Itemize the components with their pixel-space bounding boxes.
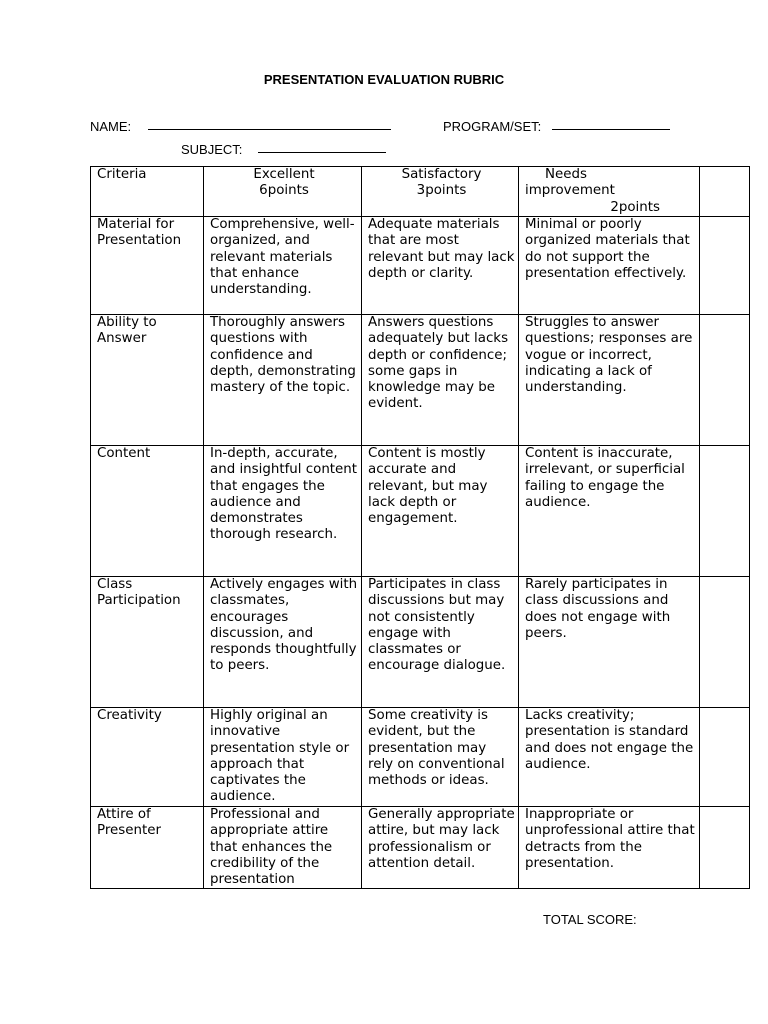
needs-improvement-cell: Content is inaccurate, irrelevant, or superficial failing to engage the audience.: [519, 446, 700, 577]
subject-label: SUBJECT:: [181, 142, 243, 157]
table-row: [91, 446, 750, 577]
header-needs-points: 2points: [610, 199, 660, 215]
excellent-cell: Professional and appropriate attire that enhances the credibility of the presentation: [204, 807, 362, 889]
header-criteria-label: Criteria: [97, 167, 147, 182]
criteria-cell: Creativity: [91, 708, 204, 807]
header-score-cell: [700, 167, 750, 217]
score-cell[interactable]: [700, 708, 750, 807]
subject-field-line[interactable]: [258, 152, 386, 153]
satisfactory-cell: Adequate materials that are most relevant but may lack depth or clarity.: [362, 217, 519, 315]
criteria-cell: Content: [91, 446, 204, 577]
needs-improvement-cell: Minimal or poorly organized materials that do not support the presentation effectively.: [519, 217, 700, 315]
name-label: NAME:: [90, 119, 132, 134]
header-excellent-label: Excellent: [253, 167, 315, 182]
header-criteria: [91, 167, 204, 217]
program-label: PROGRAM/SET:: [443, 119, 542, 134]
header-needs-improvement-label: improvement: [525, 183, 615, 199]
excellent-cell: Actively engages with classmates, encourages discussion, and responds thoughtfully to peers.: [204, 577, 362, 708]
rubric-table: [90, 166, 750, 889]
table-row: [91, 807, 750, 889]
needs-improvement-cell: Inappropriate or unprofessional attire that detracts from the presentation.: [519, 807, 700, 889]
table-row: [91, 708, 750, 807]
satisfactory-cell: Generally appropriate attire, but may lack professionalism or attention detail.: [362, 807, 519, 889]
excellent-cell: In-depth, accurate, and insightful content that engages the audience and demonstrates thorough research.: [204, 446, 362, 577]
score-cell[interactable]: [700, 807, 750, 889]
criteria-cell: Ability to Answer: [91, 315, 204, 446]
score-cell[interactable]: [700, 446, 750, 577]
document-title: PRESENTATION EVALUATION RUBRIC: [263, 72, 505, 87]
criteria-cell: Attire of Presenter: [91, 807, 204, 889]
table-row: [91, 315, 750, 446]
table-row: [91, 217, 750, 315]
header-excellent-points: 6points: [259, 183, 309, 199]
header-excellent: [204, 167, 362, 217]
excellent-cell: Comprehensive, well-organized, and relevant materials that enhance understanding.: [204, 217, 362, 315]
table-header-row: [91, 167, 750, 217]
criteria-cell: Material for Presentation: [91, 217, 204, 315]
excellent-cell: Highly original an innovative presentation style or approach that captivates the audience.: [204, 708, 362, 807]
satisfactory-cell: Some creativity is evident, but the presentation may rely on conventional methods or ideas.: [362, 708, 519, 807]
header-satisfactory: [362, 167, 519, 217]
satisfactory-cell: Content is mostly accurate and relevant, but may lack depth or engagement.: [362, 446, 519, 577]
criteria-cell: Class Participation: [91, 577, 204, 708]
needs-improvement-cell: Struggles to answer questions; responses are vogue or incorrect, indicating a lack of understanding.: [519, 315, 700, 446]
program-field-line[interactable]: [552, 129, 670, 130]
name-field-line[interactable]: [148, 129, 391, 130]
header-satisfactory-points: 3points: [416, 183, 467, 199]
needs-improvement-cell: Lacks creativity; presentation is standard and does not engage the audience.: [519, 708, 700, 807]
satisfactory-cell: Participates in class discussions but may not consistently engage with classmates or encourage dialogue.: [362, 577, 519, 708]
header-needs-improvement: [519, 167, 700, 217]
table-row: [91, 577, 750, 708]
score-cell[interactable]: [700, 577, 750, 708]
header-needs-label: Needs: [545, 167, 587, 182]
header-satisfactory-label: Satisfactory: [401, 167, 482, 182]
score-cell[interactable]: [700, 217, 750, 315]
satisfactory-cell: Answers questions adequately but lacks depth or confidence; some gaps in knowledge may be evident.: [362, 315, 519, 446]
total-score-label: TOTAL SCORE:: [543, 912, 637, 927]
excellent-cell: Thoroughly answers questions with confidence and depth, demonstrating mastery of the topic.: [204, 315, 362, 446]
score-cell[interactable]: [700, 315, 750, 446]
needs-improvement-cell: Rarely participates in class discussions and does not engage with peers.: [519, 577, 700, 708]
